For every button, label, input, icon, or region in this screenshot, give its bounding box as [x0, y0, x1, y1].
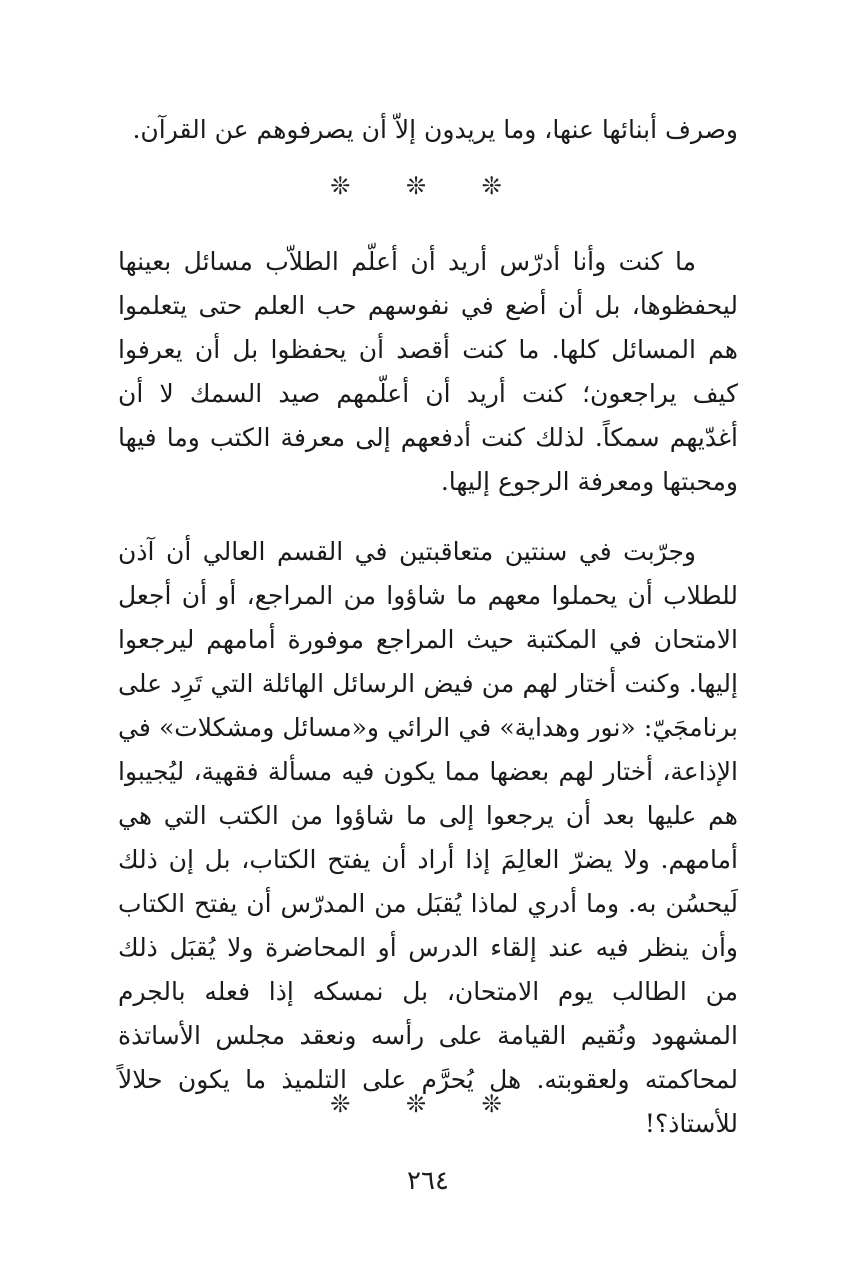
section-divider-bottom: ❊ ❊ ❊ [330, 1090, 526, 1118]
section-divider-top: ❊ ❊ ❊ [330, 172, 526, 200]
paragraph-open-book-exam: وجرّبت في سنتين متعاقبتين في القسم العالي أن آذن للطلاب أن يحملوا معهم ما شاؤوا من المراجع، أو أن أجعل الامتحان في المكتبة حيث المراجع موفورة أمامهم ليرجعوا إليها. وكنت أختار لهم من فيض الرسائل الهائلة التي تَرِد على برنامجَيّ: «نور وهداية» في الرائي و«مسائل ومشكلات» في الإذاعة، أختار لهم بعضها مما يكون فيه مسألة فقهية، ليُجيبوا هم عليها بعد أن يرجعوا إلى ما شاؤوا من الكتب التي هي أمامهم. ولا يضرّ العالِمَ إذا أراد أن يفتح الكتاب، بل إن ذلك لَيحسُن به. وما أدري لماذا يُقبَل من المدرّس أن يفتح الكتاب وأن ينظر فيه عند إلقاء الدرس أو المحاضرة ولا يُقبَل ذلك من الطالب يوم الامتحان، بل نمسكه إذا فعله بالجرم المشهود ونُقيم القيامة على رأسه ونعقد مجلس الأساتذة لمحاكمته ولعقوبته. هل يُحرَّم على التلميذ ما يكون حلالاً للأستاذ؟! [118, 537, 738, 1138]
paragraph-continuation: وصرف أبنائها عنها، وما يريدون إلاّ أن يصرفوهم عن القرآن. [132, 115, 738, 144]
page-number: ٢٦٤ [407, 1166, 449, 1196]
paragraph-teaching-method: ما كنت وأنا أدرّس أريد أن أعلّم الطلاّب مسائل بعينها ليحفظوها، بل أن أضع في نفوسهم حب العلم حتى يتعلموا هم المسائل كلها. ما كنت أقصد أن يحفظوا بل أن يعرفوا كيف يراجعون؛ كنت أريد أن أعلّمهم صيد السمك لا أن أغدّيهم سمكاً. لذلك كنت أدفعهم إلى معرفة الكتب وما فيها ومحبتها ومعرفة الرجوع إليها. [118, 247, 738, 496]
